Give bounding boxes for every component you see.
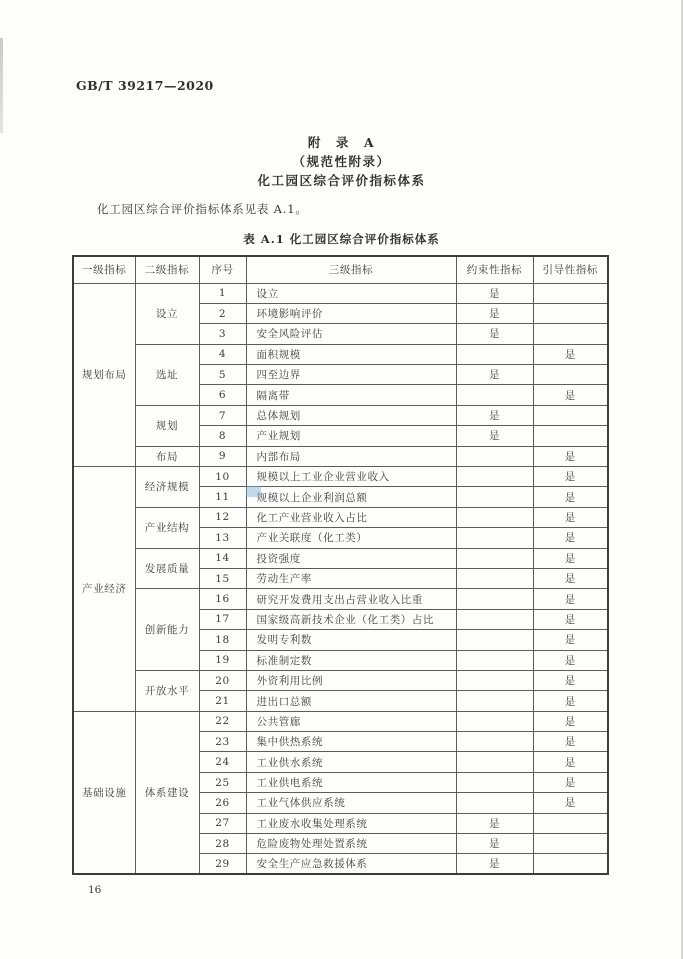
column-header: 二级指标 (135, 256, 199, 283)
serial-number-cell: 27 (199, 813, 246, 833)
serial-number-cell: 5 (199, 365, 246, 385)
level1-indicator-cell: 基础设施 (73, 711, 135, 874)
table-row (73, 405, 608, 425)
constraint-indicator-cell (456, 528, 533, 548)
table-body (73, 283, 608, 874)
serial-number-cell: 2 (199, 303, 246, 323)
serial-number-cell: 7 (199, 405, 246, 425)
level3-indicator-cell: 工业气体供应系统 (246, 793, 456, 813)
guidance-indicator-cell: 是 (533, 609, 608, 629)
serial-number-cell: 18 (199, 630, 246, 650)
scan-edge-left (0, 38, 3, 133)
constraint-indicator-cell: 是 (456, 324, 533, 344)
serial-number-cell: 25 (199, 772, 246, 792)
serial-number-cell: 15 (199, 568, 246, 588)
constraint-indicator-cell: 是 (456, 854, 533, 874)
serial-number-cell: 29 (199, 854, 246, 874)
serial-number-cell: 13 (199, 528, 246, 548)
column-header: 约束性指标 (456, 256, 533, 283)
level3-indicator-cell: 工业供水系统 (246, 752, 456, 772)
level2-indicator-cell: 体系建设 (135, 711, 199, 874)
serial-number-cell: 16 (199, 589, 246, 609)
guidance-indicator-cell: 是 (533, 670, 608, 690)
guidance-indicator-cell: 是 (533, 793, 608, 813)
guidance-indicator-cell (533, 283, 608, 303)
appendix-heading (0, 133, 683, 190)
guidance-indicator-cell: 是 (533, 732, 608, 752)
constraint-indicator-cell (456, 507, 533, 527)
level3-indicator-cell: 标准制定数 (246, 650, 456, 670)
constraint-indicator-cell: 是 (456, 426, 533, 446)
constraint-indicator-cell (456, 691, 533, 711)
level3-indicator-cell: 四至边界 (246, 365, 456, 385)
serial-number-cell: 26 (199, 793, 246, 813)
constraint-indicator-cell: 是 (456, 405, 533, 425)
column-header: 序号 (199, 256, 246, 283)
serial-number-cell: 22 (199, 711, 246, 731)
level3-indicator-cell: 环境影响评价 (246, 303, 456, 323)
guidance-indicator-cell: 是 (533, 772, 608, 792)
constraint-indicator-cell (456, 589, 533, 609)
guidance-indicator-cell: 是 (533, 589, 608, 609)
appendix-type-note: （规范性附录） (292, 154, 391, 169)
level3-indicator-cell: 进出口总额 (246, 691, 456, 711)
table-row (73, 467, 608, 487)
serial-number-cell: 24 (199, 752, 246, 772)
constraint-indicator-cell (456, 568, 533, 588)
serial-number-cell: 4 (199, 344, 246, 364)
constraint-indicator-cell (456, 385, 533, 405)
guidance-indicator-cell: 是 (533, 467, 608, 487)
serial-number-cell: 9 (199, 446, 246, 466)
guidance-indicator-cell: 是 (533, 446, 608, 466)
constraint-indicator-cell: 是 (456, 813, 533, 833)
serial-number-cell: 17 (199, 609, 246, 629)
constraint-indicator-cell (456, 487, 533, 507)
serial-number-cell: 8 (199, 426, 246, 446)
table-row (73, 548, 608, 568)
table-row (73, 711, 608, 731)
constraint-indicator-cell: 是 (456, 283, 533, 303)
table-row (73, 670, 608, 690)
indicator-table (72, 255, 609, 875)
serial-number-cell: 14 (199, 548, 246, 568)
guidance-indicator-cell (533, 324, 608, 344)
guidance-indicator-cell (533, 813, 608, 833)
serial-number-cell: 3 (199, 324, 246, 344)
guidance-indicator-cell (533, 303, 608, 323)
constraint-indicator-cell (456, 650, 533, 670)
serial-number-cell: 19 (199, 650, 246, 670)
level2-indicator-cell: 发展质量 (135, 548, 199, 589)
level2-indicator-cell: 开放水平 (135, 670, 199, 711)
table-row (73, 446, 608, 466)
column-header: 三级指标 (246, 256, 456, 283)
level2-indicator-cell: 设立 (135, 283, 199, 344)
constraint-indicator-cell: 是 (456, 303, 533, 323)
level3-indicator-cell: 设立 (246, 283, 456, 303)
constraint-indicator-cell (456, 630, 533, 650)
column-header: 一级指标 (73, 256, 135, 283)
doc-number: GB/T 39217—2020 (76, 78, 214, 93)
column-header: 引导性指标 (533, 256, 608, 283)
serial-number-cell: 20 (199, 670, 246, 690)
serial-number-cell: 10 (199, 467, 246, 487)
table-row (73, 507, 608, 527)
guidance-indicator-cell: 是 (533, 487, 608, 507)
level3-indicator-cell: 外资利用比例 (246, 670, 456, 690)
guidance-indicator-cell: 是 (533, 630, 608, 650)
level2-indicator-cell: 经济规模 (135, 467, 199, 508)
table-caption: 表 A.1 化工园区综合评价指标体系 (243, 232, 440, 246)
guidance-indicator-cell (533, 405, 608, 425)
constraint-indicator-cell: 是 (456, 834, 533, 854)
serial-number-cell: 23 (199, 732, 246, 752)
level2-indicator-cell: 选址 (135, 344, 199, 405)
level3-indicator-cell: 隔离带 (246, 385, 456, 405)
level3-indicator-cell: 工业废水收集处理系统 (246, 813, 456, 833)
level3-indicator-cell: 安全风险评估 (246, 324, 456, 344)
level1-indicator-cell: 产业经济 (73, 467, 135, 712)
table-row (73, 283, 608, 303)
level2-indicator-cell: 产业结构 (135, 507, 199, 548)
level3-indicator-cell: 面积规模 (246, 344, 456, 364)
intro-paragraph: 化工园区综合评价指标体系见表 A.1。 (97, 202, 308, 216)
appendix-title: 化工园区综合评价指标体系 (257, 173, 426, 188)
appendix-label: 附 录 A (307, 135, 376, 150)
guidance-indicator-cell: 是 (533, 548, 608, 568)
level3-indicator-cell: 工业供电系统 (246, 772, 456, 792)
guidance-indicator-cell: 是 (533, 385, 608, 405)
level3-indicator-cell: 集中供热系统 (246, 732, 456, 752)
level3-indicator-cell: 危险废物处理处置系统 (246, 834, 456, 854)
level1-indicator-cell: 规划布局 (73, 283, 135, 467)
serial-number-cell: 12 (199, 507, 246, 527)
constraint-indicator-cell (456, 732, 533, 752)
constraint-indicator-cell: 是 (456, 365, 533, 385)
guidance-indicator-cell: 是 (533, 650, 608, 670)
level2-indicator-cell: 创新能力 (135, 589, 199, 671)
constraint-indicator-cell (456, 467, 533, 487)
level3-indicator-cell: 投资强度 (246, 548, 456, 568)
constraint-indicator-cell (456, 548, 533, 568)
table-row (73, 344, 608, 364)
level3-indicator-cell: 内部布局 (246, 446, 456, 466)
guidance-indicator-cell (533, 365, 608, 385)
level3-indicator-cell: 国家级高新技术企业（化工类）占比 (246, 609, 456, 629)
guidance-indicator-cell: 是 (533, 691, 608, 711)
constraint-indicator-cell (456, 446, 533, 466)
scan-artifact (246, 486, 261, 497)
constraint-indicator-cell (456, 609, 533, 629)
guidance-indicator-cell (533, 854, 608, 874)
level3-indicator-cell: 劳动生产率 (246, 568, 456, 588)
guidance-indicator-cell (533, 426, 608, 446)
level2-indicator-cell: 规划 (135, 405, 199, 446)
level2-indicator-cell: 布局 (135, 446, 199, 466)
serial-number-cell: 1 (199, 283, 246, 303)
page-number: 16 (88, 884, 102, 896)
level3-indicator-cell: 总体规划 (246, 405, 456, 425)
serial-number-cell: 6 (199, 385, 246, 405)
serial-number-cell: 28 (199, 834, 246, 854)
level3-indicator-cell: 产业关联度（化工类） (246, 528, 456, 548)
level3-indicator-cell: 规模以上企业利润总额 (246, 487, 456, 507)
constraint-indicator-cell (456, 670, 533, 690)
guidance-indicator-cell: 是 (533, 528, 608, 548)
level3-indicator-cell: 发明专利数 (246, 630, 456, 650)
guidance-indicator-cell (533, 834, 608, 854)
serial-number-cell: 21 (199, 691, 246, 711)
level3-indicator-cell: 规模以上工业企业营业收入 (246, 467, 456, 487)
level3-indicator-cell: 产业规划 (246, 426, 456, 446)
level3-indicator-cell: 研究开发费用支出占营业收入比重 (246, 589, 456, 609)
table-row (73, 589, 608, 609)
constraint-indicator-cell (456, 752, 533, 772)
constraint-indicator-cell (456, 772, 533, 792)
guidance-indicator-cell: 是 (533, 711, 608, 731)
constraint-indicator-cell (456, 344, 533, 364)
serial-number-cell: 11 (199, 487, 246, 507)
table-header-row (73, 256, 608, 283)
level3-indicator-cell: 化工产业营业收入占比 (246, 507, 456, 527)
guidance-indicator-cell: 是 (533, 344, 608, 364)
guidance-indicator-cell: 是 (533, 507, 608, 527)
table-header (73, 256, 608, 283)
guidance-indicator-cell: 是 (533, 568, 608, 588)
level3-indicator-cell: 公共管廊 (246, 711, 456, 731)
constraint-indicator-cell (456, 793, 533, 813)
level3-indicator-cell: 安全生产应急救援体系 (246, 854, 456, 874)
constraint-indicator-cell (456, 711, 533, 731)
guidance-indicator-cell: 是 (533, 752, 608, 772)
